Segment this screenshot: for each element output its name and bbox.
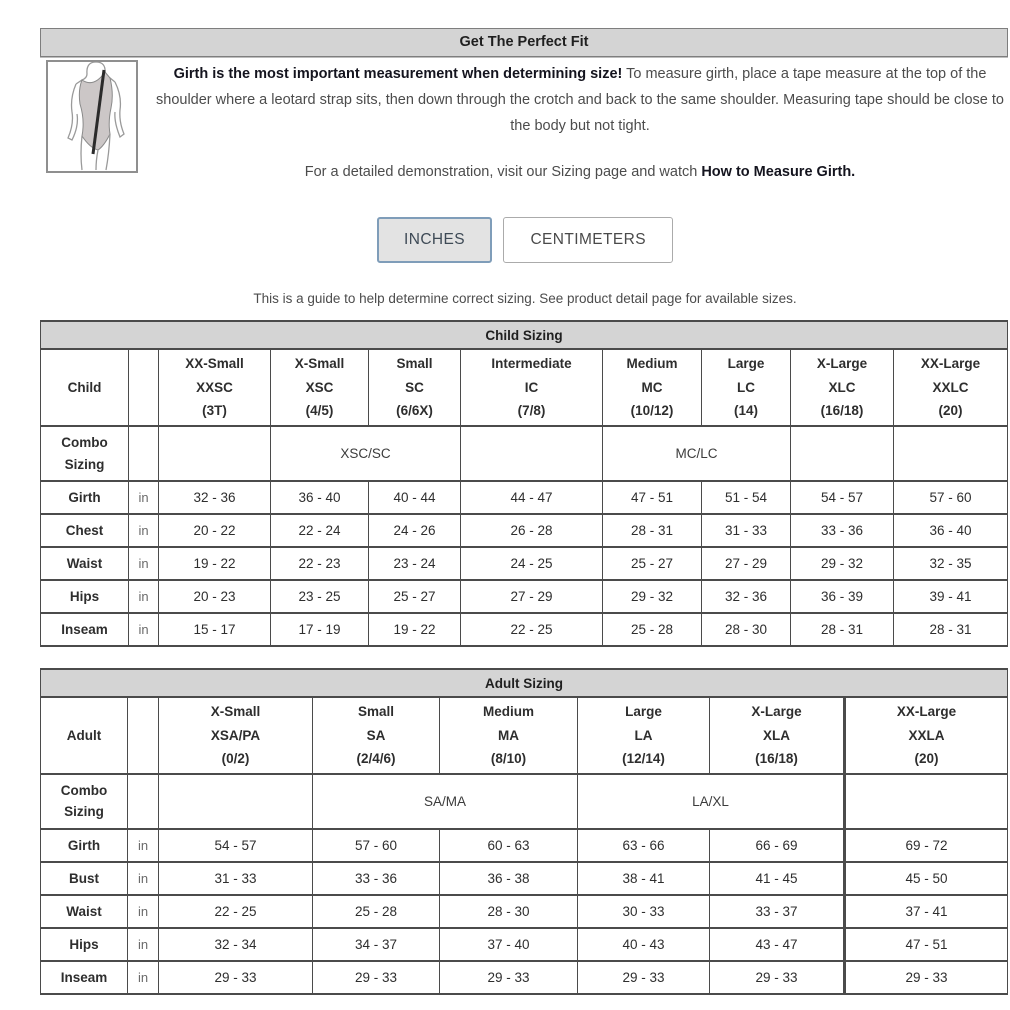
empty-cell: [845, 774, 1008, 829]
table-row-waist: [41, 547, 1008, 580]
adult-sizing-table: [40, 668, 1008, 995]
intro-lead-bold: Girth is the most important measurement when determining size!: [173, 66, 623, 82]
size-cell: 66 - 69: [710, 829, 845, 862]
size-cell: 44 - 47: [461, 481, 603, 514]
demo-bold: How to Measure Girth.: [701, 164, 856, 181]
size-cell: 19 - 22: [369, 613, 461, 646]
adult-unit-header: [128, 697, 159, 774]
size-cell: 24 - 26: [369, 514, 461, 547]
size-cell: 37 - 40: [440, 928, 578, 961]
size-cell: 23 - 25: [271, 580, 369, 613]
size-cell: 33 - 36: [791, 514, 894, 547]
child-section-title: Child Sizing: [41, 321, 1008, 349]
size-cell: 57 - 60: [313, 829, 440, 862]
size-cell: 31 - 33: [159, 862, 313, 895]
size-cell: 47 - 51: [603, 481, 702, 514]
size-cell: 36 - 40: [894, 514, 1008, 547]
adult-combo-row: [41, 774, 1008, 829]
empty-cell: [129, 426, 159, 481]
column-header: X-Large XLA (16/18): [710, 697, 845, 774]
size-cell: 29 - 33: [845, 961, 1008, 994]
size-cell: 22 - 25: [159, 895, 313, 928]
size-cell: 40 - 43: [578, 928, 710, 961]
column-header: XX-Large XXLA (20): [845, 697, 1008, 774]
table-row-inseam: [41, 613, 1008, 646]
child-unit-header: [129, 349, 159, 426]
row-label: Inseam: [41, 613, 129, 646]
table-row-bust: [41, 862, 1008, 895]
size-cell: 28 - 31: [791, 613, 894, 646]
column-header: Small SC (6/6X): [369, 349, 461, 426]
size-cell: 29 - 33: [710, 961, 845, 994]
combo-group: MC/LC: [603, 426, 791, 481]
unit-cell: in: [128, 829, 159, 862]
combo-sizing-label: Combo Sizing: [41, 426, 129, 481]
size-cell: 27 - 29: [702, 547, 791, 580]
column-header: X-Large XLC (16/18): [791, 349, 894, 426]
unit-cell: in: [128, 928, 159, 961]
size-cell: 47 - 51: [845, 928, 1008, 961]
table-row-girth: [41, 829, 1008, 862]
row-label: Waist: [41, 547, 129, 580]
guide-note: This is a guide to help determine correct sizing. See product detail page for available sizes.: [253, 291, 797, 307]
empty-cell: [894, 426, 1008, 481]
size-cell: 20 - 22: [159, 514, 271, 547]
adult-section-title: Adult Sizing: [41, 669, 1008, 697]
size-cell: 19 - 22: [159, 547, 271, 580]
column-header: Medium MC (10/12): [603, 349, 702, 426]
size-cell: 29 - 33: [159, 961, 313, 994]
unit-cell: in: [129, 481, 159, 514]
child-combo-row: [41, 426, 1008, 481]
size-cell: 17 - 19: [271, 613, 369, 646]
size-cell: 23 - 24: [369, 547, 461, 580]
adult-row-header: Adult: [41, 697, 128, 774]
size-cell: 27 - 29: [461, 580, 603, 613]
demo-prefix: For a detailed demonstration, visit our Sizing page and watch: [304, 164, 698, 181]
row-label: Inseam: [41, 961, 128, 994]
size-cell: 41 - 45: [710, 862, 845, 895]
empty-cell: [159, 426, 271, 481]
child-row-header: Child: [41, 349, 129, 426]
intro-lead-rest: To measure girth, place a tape measure at the top of the shoulder where a leotard strap sits, then down through the crotch and back to the same shoulder. Measuring tape should be close to the body but not tight.: [156, 66, 1004, 134]
unit-cell: in: [129, 580, 159, 613]
unit-cell: in: [128, 895, 159, 928]
size-cell: 25 - 28: [313, 895, 440, 928]
size-cell: 32 - 35: [894, 547, 1008, 580]
empty-cell: [791, 426, 894, 481]
combo-group: LA/XL: [578, 774, 845, 829]
row-label: Girth: [41, 829, 128, 862]
unit-cell: in: [129, 613, 159, 646]
size-cell: 38 - 41: [578, 862, 710, 895]
size-cell: 22 - 25: [461, 613, 603, 646]
size-cell: 57 - 60: [894, 481, 1008, 514]
adult-header-row: [41, 697, 1008, 774]
leotard-girth-illustration: [46, 60, 138, 173]
column-header: Large LC (14): [702, 349, 791, 426]
size-cell: 60 - 63: [440, 829, 578, 862]
size-cell: 28 - 31: [603, 514, 702, 547]
size-cell: 24 - 25: [461, 547, 603, 580]
column-header: XX-Large XXLC (20): [894, 349, 1008, 426]
size-cell: 63 - 66: [578, 829, 710, 862]
intro-paragraph: [138, 60, 1010, 186]
size-cell: 25 - 28: [603, 613, 702, 646]
empty-cell: [159, 774, 313, 829]
table-row-inseam: [41, 961, 1008, 994]
demo-line: [152, 160, 1008, 186]
row-label: Hips: [41, 580, 129, 613]
size-cell: 25 - 27: [369, 580, 461, 613]
size-cell: 31 - 33: [702, 514, 791, 547]
table-row-hips: [41, 580, 1008, 613]
size-cell: 29 - 33: [313, 961, 440, 994]
table-row-girth: [41, 481, 1008, 514]
size-cell: 29 - 33: [440, 961, 578, 994]
table-row-waist: [41, 895, 1008, 928]
unit-cell: in: [129, 514, 159, 547]
column-header: Large LA (12/14): [578, 697, 710, 774]
unit-cell: in: [129, 547, 159, 580]
size-cell: 29 - 32: [791, 547, 894, 580]
size-cell: 54 - 57: [159, 829, 313, 862]
child-sizing-table: [40, 320, 1008, 647]
size-cell: 30 - 33: [578, 895, 710, 928]
row-label: Girth: [41, 481, 129, 514]
size-cell: 28 - 31: [894, 613, 1008, 646]
intro-section: [40, 60, 1010, 186]
size-cell: 36 - 38: [440, 862, 578, 895]
empty-cell: [128, 774, 159, 829]
size-cell: 37 - 41: [845, 895, 1008, 928]
row-label: Hips: [41, 928, 128, 961]
size-cell: 39 - 41: [894, 580, 1008, 613]
leotard-figure-icon: [48, 62, 136, 171]
table-row-hips: [41, 928, 1008, 961]
column-header: XX-Small XXSC (3T): [159, 349, 271, 426]
size-cell: 32 - 36: [159, 481, 271, 514]
column-header: X-Small XSA/PA (0/2): [159, 697, 313, 774]
size-cell: 28 - 30: [440, 895, 578, 928]
unit-cell: in: [128, 862, 159, 895]
size-cell: 20 - 23: [159, 580, 271, 613]
size-cell: 33 - 36: [313, 862, 440, 895]
size-cell: 51 - 54: [702, 481, 791, 514]
inches-button[interactable]: INCHES: [377, 217, 492, 263]
size-cell: 69 - 72: [845, 829, 1008, 862]
size-cell: 29 - 32: [603, 580, 702, 613]
page-title: Get The Perfect Fit: [40, 28, 1008, 57]
size-cell: 25 - 27: [603, 547, 702, 580]
size-cell: 22 - 24: [271, 514, 369, 547]
child-header-row: [41, 349, 1008, 426]
combo-sizing-label: Combo Sizing: [41, 774, 128, 829]
row-label: Chest: [41, 514, 129, 547]
size-cell: 28 - 30: [702, 613, 791, 646]
size-cell: 54 - 57: [791, 481, 894, 514]
size-cell: 15 - 17: [159, 613, 271, 646]
unit-toggle: [40, 217, 1010, 263]
combo-group: XSC/SC: [271, 426, 461, 481]
row-label: Bust: [41, 862, 128, 895]
size-cell: 40 - 44: [369, 481, 461, 514]
unit-cell: in: [128, 961, 159, 994]
size-cell: 29 - 33: [578, 961, 710, 994]
size-cell: 22 - 23: [271, 547, 369, 580]
size-cell: 33 - 37: [710, 895, 845, 928]
empty-cell: [461, 426, 603, 481]
column-header: X-Small XSC (4/5): [271, 349, 369, 426]
size-cell: 36 - 40: [271, 481, 369, 514]
column-header: Medium MA (8/10): [440, 697, 578, 774]
size-cell: 36 - 39: [791, 580, 894, 613]
size-cell: 34 - 37: [313, 928, 440, 961]
size-cell: 26 - 28: [461, 514, 603, 547]
column-header: Intermediate IC (7/8): [461, 349, 603, 426]
size-cell: 45 - 50: [845, 862, 1008, 895]
centimeters-button[interactable]: CENTIMETERS: [503, 217, 673, 263]
size-cell: 32 - 36: [702, 580, 791, 613]
row-label: Waist: [41, 895, 128, 928]
size-cell: 43 - 47: [710, 928, 845, 961]
column-header: Small SA (2/4/6): [313, 697, 440, 774]
table-row-chest: [41, 514, 1008, 547]
combo-group: SA/MA: [313, 774, 578, 829]
size-cell: 32 - 34: [159, 928, 313, 961]
